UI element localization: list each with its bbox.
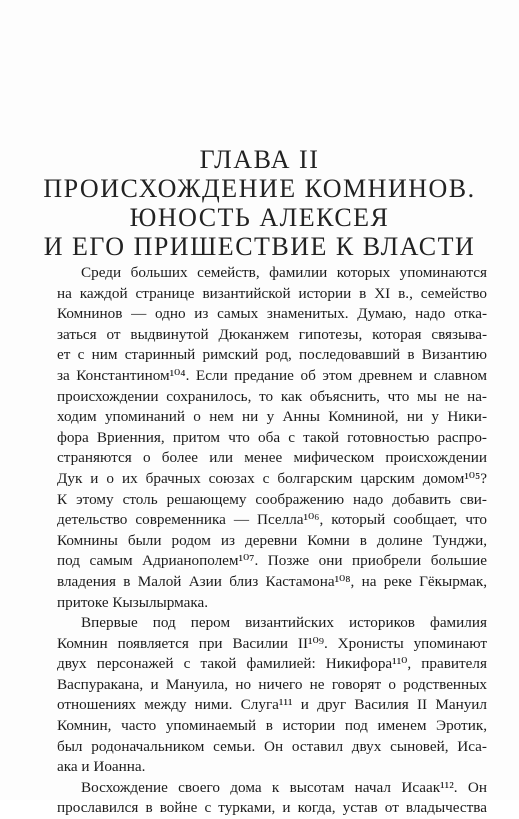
text-line: фора Вриенния, притом что оба с такой готовностью распро-: [57, 428, 487, 446]
chapter-title-line-3: И ЕГО ПРИШЕСТВИЕ К ВЛАСТИ: [43, 232, 476, 261]
text-line: Комнины были родом из деревни Комни в долине Тунджи,: [57, 531, 487, 549]
text-line: был родоначальником семьи. Он оставил двух сыновей, Иса-: [57, 737, 487, 755]
chapter-heading: [20, 145, 499, 261]
chapter-number: ГЛАВА II: [199, 145, 320, 174]
chapter-title-line-1: ПРОИСХОЖДЕНИЕ КОМНИНОВ.: [43, 174, 476, 203]
text-line: Среди больших семейств, фамилии которых упоминаются: [81, 264, 487, 281]
text-line: на каждой странице византийской истории в XI в., семейство: [57, 284, 487, 302]
text-line: заться от выдвинутой Дюканжем гипотезы, которая связыва-: [57, 325, 487, 343]
body-text: [33, 263, 487, 819]
text-line: страняются о более или менее мифическом происхождении: [57, 449, 487, 467]
text-line: ходим упоминаний о нем ни у Анны Комниной, ни у Ники-: [57, 408, 487, 426]
text-line: отношениях между ними. Слуга¹¹¹ и друг Василия II Мануил: [57, 696, 487, 714]
text-line: Комнин появляется при Василии II¹⁰⁹. Хронисты упоминают: [57, 634, 487, 652]
text-line: двух персонажей с такой фамилией: Никифора¹¹⁰, правителя: [57, 655, 487, 673]
text-line: под самым Адрианополем¹⁰⁷. Позже они приобрели большие: [57, 552, 487, 570]
text-line: Дук и о их брачных союзах с болгарским царским домом¹⁰⁵?: [57, 469, 487, 487]
text-line: за Константином¹⁰⁴. Если предание об этом древнем и славном: [57, 366, 487, 384]
text-line: Впервые под пером византийских историков фамилия: [81, 614, 487, 632]
text-line: владения в Малой Азии близ Кастамона¹⁰⁸, на реке Гёкырмак,: [57, 572, 487, 590]
text-line: Комнин, часто упоминаемый в истории под именем Эротик,: [57, 717, 487, 735]
text-line: Восхождение своего дома к высотам начал Исаак¹¹². Он: [81, 778, 487, 796]
paragraph-2: [33, 613, 487, 778]
text-line: Комнинов — одно из самых знаменитых. Думаю, надо отка-: [57, 305, 487, 323]
paragraph-1: [33, 263, 487, 613]
text-line: притоке Кызылырмака.: [57, 593, 209, 611]
text-line: детельство современника — Пселла¹⁰⁶, который сообщает, что: [57, 511, 487, 529]
text-line: ет с ним старинный римский род, последовавший в Византию: [57, 346, 487, 364]
paragraph-3: [33, 778, 487, 819]
text-line: прославился в войне с турками, и когда, устав от владычества: [57, 799, 487, 817]
text-line: К этому столь решающему соображению надо добавить сви-: [57, 490, 487, 508]
chapter-title-line-2: ЮНОСТЬ АЛЕКСЕЯ: [129, 203, 390, 232]
text-line: происхождении сохранилось, то как объяснить, что мы не на-: [57, 387, 487, 405]
text-line: ака и Иоанна.: [57, 758, 146, 776]
text-line: Васпуракана, и Мануила, но ничего не говорят о родственных: [57, 675, 487, 693]
